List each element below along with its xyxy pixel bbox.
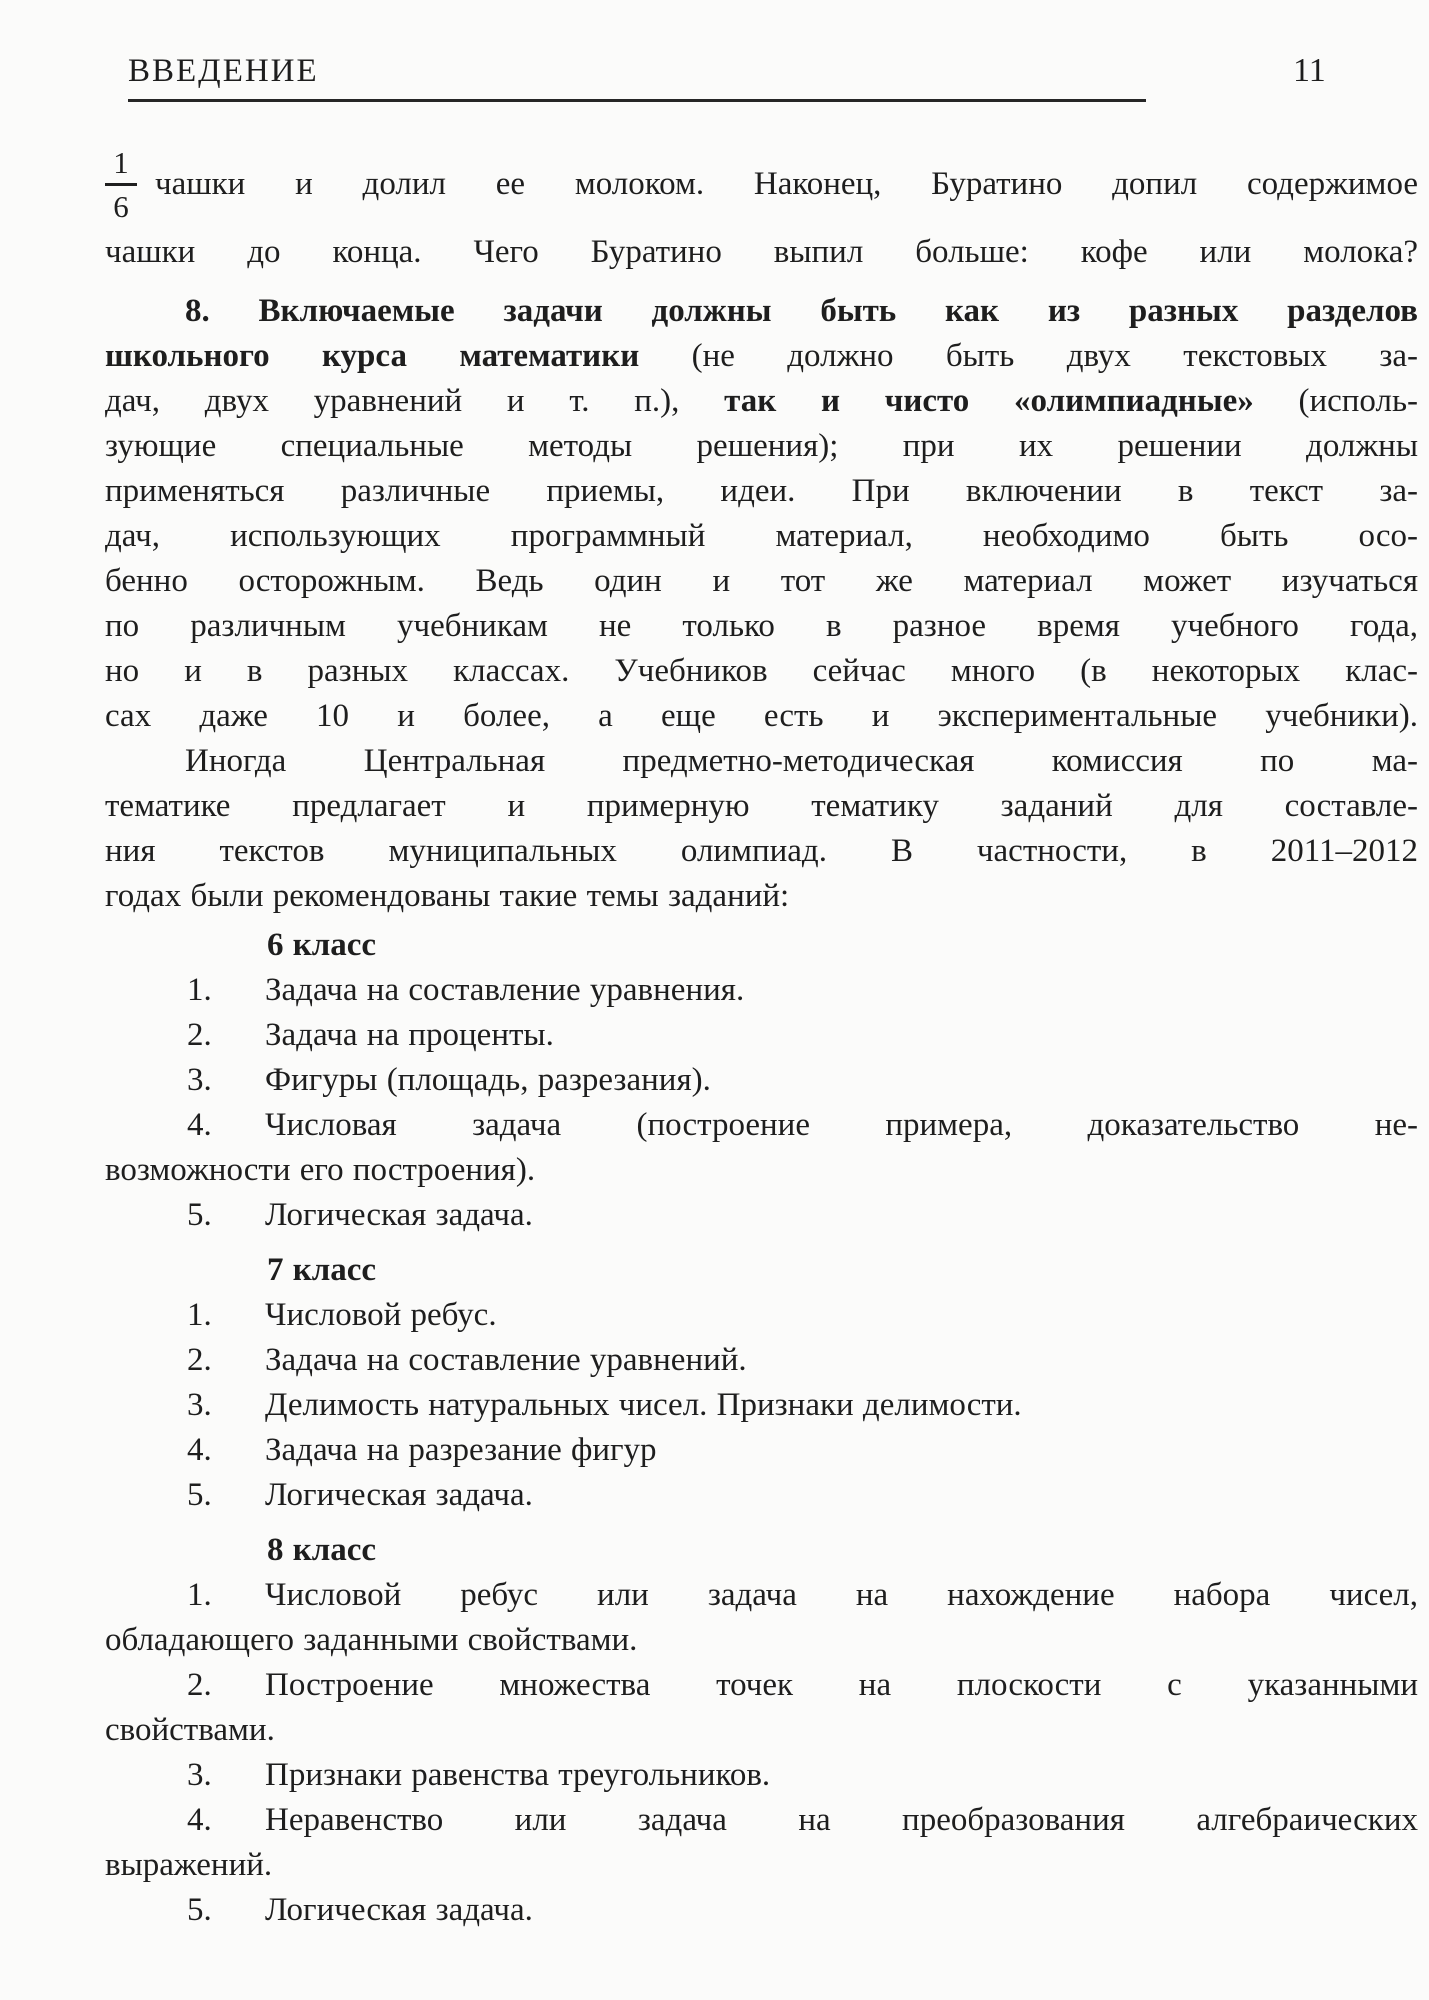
item-number: 5. — [187, 1197, 212, 1233]
item-text: Задача на составление уравнений. — [265, 1342, 747, 1378]
item-text: Задача на проценты. — [265, 1017, 554, 1053]
intro-paragraph-line-1 — [105, 138, 1418, 230]
text-line: чашки и долил ее молоком. Наконец, Буратино допил содержимое — [155, 165, 1418, 202]
item-text: Задача на составление уравнения. — [265, 972, 745, 1008]
item-number: 4. — [187, 1432, 212, 1468]
item-number: 5. — [187, 1477, 212, 1513]
item-number: 3. — [187, 1387, 212, 1423]
section-heading-grade8: 8 класс — [267, 1532, 377, 1568]
running-header-title: ВВЕДЕНИЕ — [128, 53, 319, 89]
item-number: 1. — [187, 1577, 212, 1613]
item-text: Числовой ребус или задача на нахождение набора чисел, — [265, 1577, 1418, 1613]
list-item — [105, 1293, 1418, 1338]
list-item — [105, 1058, 1418, 1103]
list-item — [105, 1663, 1418, 1708]
list-item — [105, 1473, 1418, 1518]
list-item — [105, 1338, 1418, 1383]
text-line: применяться различные приемы, идеи. При включении в текст за- — [105, 473, 1418, 509]
grade6-list — [105, 968, 1418, 1238]
item-number: 1. — [187, 972, 212, 1008]
list-item — [105, 1573, 1418, 1618]
list-item — [105, 1428, 1418, 1473]
item-text: Задача на разрезание фигур — [265, 1432, 657, 1468]
item-number: 4. — [187, 1107, 212, 1143]
fraction-denominator: 6 — [113, 188, 129, 224]
section-heading-grade7: 7 класс — [267, 1252, 377, 1288]
list-item — [105, 968, 1418, 1013]
grade8-list — [105, 1573, 1418, 1933]
list-item — [105, 1753, 1418, 1798]
list-item — [105, 1888, 1418, 1933]
item-text: Неравенство или задача на преобразования алгебраических — [265, 1802, 1418, 1838]
header-rule — [128, 99, 1146, 102]
text-line: но и в разных классах. Учебников сейчас много (в некоторых клас- — [105, 653, 1418, 689]
item-continuation-line: возможности его построения). — [105, 1152, 536, 1188]
fraction-numerator: 1 — [113, 144, 129, 180]
page-number: 11 — [1293, 52, 1326, 89]
fraction-one-sixth — [105, 144, 137, 224]
bold-run: школьного курса математики — [105, 338, 692, 374]
grade7-list — [105, 1293, 1418, 1518]
item-text: Логическая задача. — [265, 1197, 533, 1233]
text-line: сах даже 10 и более, а еще есть и экспериментальные учебники). — [105, 698, 1418, 734]
item-text: Числовой ребус. — [265, 1297, 497, 1333]
intro-paragraph-line-2: чашки до конца. Чего Буратино выпил больше: кофе или молока? — [105, 234, 1418, 270]
text-line: дач, использующих программный материал, необходимо быть осо- — [105, 518, 1418, 554]
item-text: Делимость натуральных чисел. Признаки делимости. — [265, 1387, 1022, 1423]
text-run: (исполь- — [1298, 383, 1418, 419]
section-heading-grade6: 6 класс — [267, 927, 377, 963]
paragraph-recommendations — [105, 739, 1418, 919]
item-text: Признаки равенства треугольников. — [265, 1757, 771, 1793]
item-continuation-line: свойствами. — [105, 1712, 275, 1748]
item-number: 2. — [187, 1667, 212, 1703]
item-number: 2. — [187, 1342, 212, 1378]
text-line: тематике предлагает и примерную тематику заданий для составле- — [105, 788, 1418, 824]
paragraph-point-8 — [105, 289, 1418, 739]
text-line: зующие специальные методы решения); при их решении должны — [105, 428, 1418, 464]
item-number: 2. — [187, 1017, 212, 1053]
text-line: по различным учебникам не только в разное время учебного года, — [105, 608, 1418, 644]
text-line — [105, 334, 1418, 379]
item-continuation-line: обладающего заданными свойствами. — [105, 1622, 638, 1658]
text-run: (не должно быть двух текстовых за- — [691, 338, 1418, 374]
item-number: 4. — [187, 1802, 212, 1838]
item-text: Построение множества точек на плоскости с указанными — [265, 1667, 1418, 1703]
text-line — [105, 379, 1418, 424]
list-item — [105, 1193, 1418, 1238]
item-number: 3. — [187, 1757, 212, 1793]
fraction-bar — [105, 183, 137, 186]
item-text: Числовая задача (построение примера, доказательство не- — [265, 1107, 1418, 1143]
list-item — [105, 1383, 1418, 1428]
item-number: 1. — [187, 1297, 212, 1333]
page-content — [105, 138, 1418, 1933]
text-line: Иногда Центральная предметно-методическая комиссия по ма- — [185, 743, 1418, 779]
text-run: дач, двух уравнений и т. п.), — [105, 383, 725, 419]
item-text: Логическая задача. — [265, 1477, 533, 1513]
item-number: 5. — [187, 1892, 212, 1928]
item-text: Фигуры (площадь, разрезания). — [265, 1062, 711, 1098]
text-line: бенно осторожным. Ведь один и тот же материал может изучаться — [105, 563, 1418, 599]
item-continuation-line: выражений. — [105, 1847, 273, 1883]
text-line: годах были рекомендованы такие темы заданий: — [105, 878, 790, 914]
list-item — [105, 1013, 1418, 1058]
list-item — [105, 1103, 1418, 1148]
text-line: 8. Включаемые задачи должны быть как из разных разделов — [185, 293, 1418, 329]
bold-run: так и чисто «олимпиадные» — [724, 383, 1299, 419]
list-item — [105, 1798, 1418, 1843]
item-number: 3. — [187, 1062, 212, 1098]
text-line: ния текстов муниципальных олимпиад. В частности, в 2011–2012 — [105, 833, 1418, 869]
item-text: Логическая задача. — [265, 1892, 533, 1928]
